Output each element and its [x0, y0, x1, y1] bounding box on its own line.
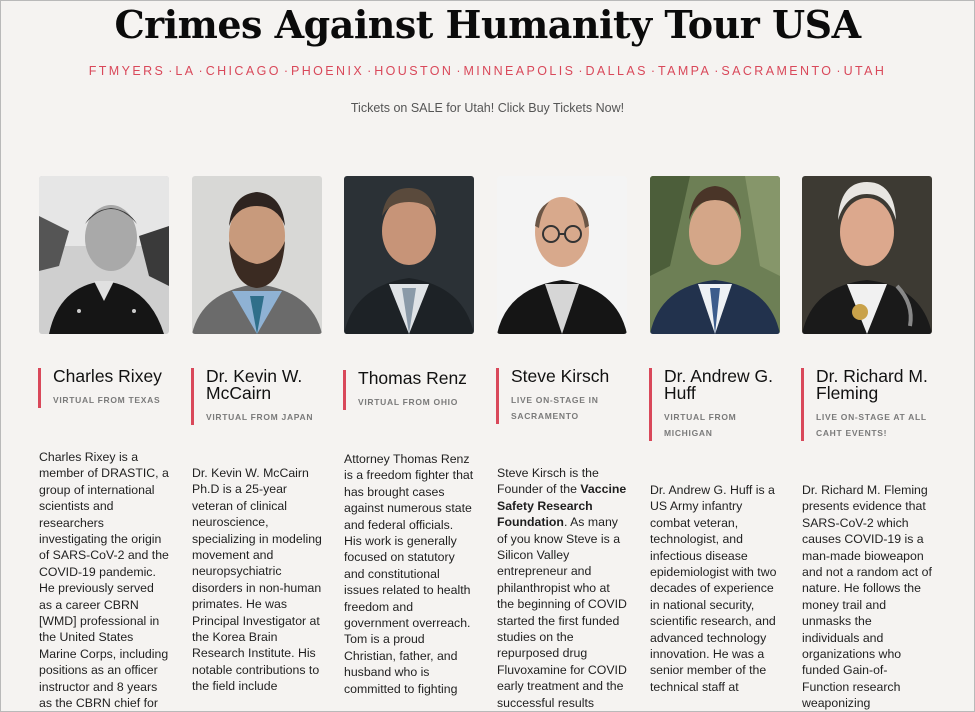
speaker-name: Dr. Richard M. Fleming — [816, 366, 928, 403]
speaker-card — [802, 176, 932, 334]
speaker-card — [650, 176, 780, 334]
city-separator: · — [367, 64, 372, 78]
tickets-notice[interactable]: Tickets on SALE for Utah! Click Buy Tickets Now! — [350, 101, 625, 115]
speaker-card — [344, 176, 474, 334]
city-link-tampa[interactable]: TAMPA — [658, 64, 712, 78]
city-link-ftmyers[interactable]: FTMYERS — [88, 64, 166, 78]
city-separator: · — [578, 64, 583, 78]
speaker-card — [39, 176, 169, 334]
bio-text: . As many of you know Steve is a Silicon Valley entrepreneur and philanthropist who at the beginning of COVID started the first funded studies on the repurposed drug Fluvoxamine for COVID early treatment and the successful results — [497, 515, 627, 710]
city-link-dallas[interactable]: DALLAS — [585, 64, 648, 78]
city-separator: · — [650, 64, 656, 78]
city-separator: · — [714, 64, 719, 78]
speaker-name: Dr. Andrew G. Huff — [664, 366, 773, 403]
speaker-photo — [344, 176, 474, 334]
speaker-photo — [802, 176, 932, 334]
speaker-heading — [191, 368, 328, 425]
speaker-bio: Dr. Kevin W. McCairn Ph.D is a 25-year veteran of clinical neuroscience, specializing in modeling movement and neuropsychiatric disorders in non-human primates. He was Principal Investigator at the Korea Brain Research Institute. His notable contributions to the field include — [192, 466, 322, 694]
speaker-bio — [497, 465, 627, 711]
speaker-card — [497, 176, 627, 334]
bio-text: Steve Kirsch is the Founder of the — [497, 466, 599, 497]
speaker-location: LIVE ON-STAGE IN SACRAMENTO — [511, 395, 599, 421]
page-title: Crimes Against Humanity Tour USA — [114, 2, 861, 47]
city-link-phoenix[interactable]: PHOENIX — [291, 64, 365, 78]
city-link-minneapolis[interactable]: MINNEAPOLIS — [463, 64, 576, 78]
speaker-heading — [496, 368, 633, 424]
speaker-bio: Dr. Richard M. Fleming presents evidence that SARS-CoV-2 which causes COVID-19 is a man-made bioweapon and not a random act of nature. He follows the money trail and unmasks the individuals and organizations who funded Gain-of-Function research weaponizing — [802, 483, 932, 711]
city-nav — [0, 64, 975, 78]
speaker-location: VIRTUAL FROM TEXAS — [53, 395, 161, 405]
speaker-photo — [39, 176, 169, 334]
city-separator: · — [283, 64, 288, 78]
speaker-photo — [192, 176, 322, 334]
speaker-heading — [649, 368, 788, 441]
speaker-photo — [650, 176, 780, 334]
speaker-location: VIRTUAL FROM JAPAN — [206, 412, 314, 422]
speaker-bio: Attorney Thomas Renz is a freedom fighter that has brought cases against numerous state and federal officials. His work is generally focused on statutory and constitutional issues related to health freedom and government overreach. Tom is a proud Christian, father, and husband who is committed to fighting — [344, 452, 474, 696]
speaker-heading — [801, 368, 940, 441]
city-link-sacramento[interactable]: SACRAMENTO — [721, 64, 834, 78]
speaker-location: VIRTUAL FROM MICHIGAN — [664, 412, 737, 438]
city-link-la[interactable]: LA — [175, 64, 196, 78]
city-separator: · — [836, 64, 841, 78]
speaker-location: LIVE ON-STAGE AT ALL CAHT EVENTS! — [816, 412, 927, 438]
speaker-name: Dr. Kevin W. McCairn — [206, 366, 303, 403]
city-separator: · — [198, 64, 203, 78]
speaker-heading — [38, 368, 177, 408]
speaker-photo — [497, 176, 627, 334]
speaker-heading — [343, 370, 480, 410]
speaker-name: Thomas Renz — [358, 368, 467, 388]
speaker-location: VIRTUAL FROM OHIO — [358, 397, 459, 407]
speaker-card — [192, 176, 322, 334]
speaker-bio: Dr. Andrew G. Huff is a US Army infantry combat veteran, technologist, and infectious disease epidemiologist with two decades of experience in national security, scientific research, and advanced technology innovation. He was a senior member of the technical staff at — [650, 483, 777, 694]
speaker-bio: Charles Rixey is a member of DRASTIC, a group of international scientists and researchers investigating the origin of SARS-CoV-2 and the COVID-19 pandemic. He previously served as a career CBRN [WMD] professional in the United States Marine Corps, including positions as an officer instructor and 8 years as the CBRN chief for — [39, 450, 169, 711]
city-separator: · — [168, 64, 173, 78]
city-separator: · — [456, 64, 461, 78]
city-link-utah[interactable]: UTAH — [843, 64, 887, 78]
vaccine-safety-foundation-link[interactable]: Vaccine Safety Research Foundation — [497, 482, 627, 530]
speaker-name: Steve Kirsch — [511, 366, 610, 386]
city-link-chicago[interactable]: CHICAGO — [205, 64, 281, 78]
speaker-name: Charles Rixey — [53, 366, 162, 386]
city-link-houston[interactable]: HOUSTON — [374, 64, 454, 78]
